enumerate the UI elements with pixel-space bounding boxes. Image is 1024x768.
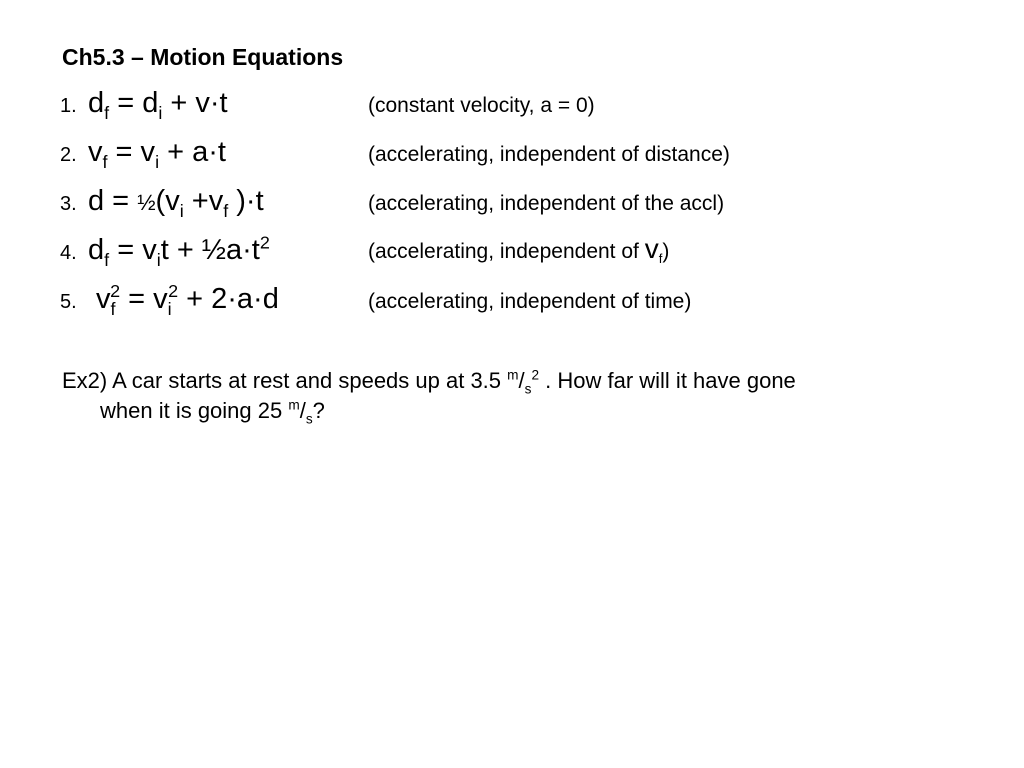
equation-row-5: [60, 280, 960, 320]
equation-number: 3.: [60, 193, 77, 215]
equation-row-1: [60, 84, 960, 124]
equation-note: (accelerating, independent of the accl): [368, 192, 725, 215]
equation-note: (accelerating, independent of time): [368, 290, 692, 313]
equation-formula: $d = \frac{1}{2}(v_i +v_f$ )·t: [88, 185, 264, 221]
equation-number: 4.: [60, 242, 77, 264]
equation-number: 1.: [60, 95, 77, 117]
equation-row-2: [60, 133, 960, 173]
equation-number: 2.: [60, 144, 77, 166]
equation-note: (constant velocity, a = 0): [368, 94, 595, 117]
equation-note: (accelerating, independent of distance): [368, 143, 730, 166]
equation-formula: $d_f = d_i + v\cdot t$: [88, 87, 228, 123]
unit-m-per-s: $^m/_s$: [288, 397, 313, 427]
unit-m-per-s2: $^m/_s^2$: [507, 367, 540, 397]
equation-row-4: [60, 231, 960, 271]
equation-formula: $d_f = v_it$ + $\frac{1}{2}a\cdot t^2$: [88, 232, 270, 270]
example-problem: Ex2) A car starts at rest and speeds up at 3.5 $^m/_s^2$ . How far will it have gone when it is going 25 $^m/_s$?: [62, 367, 796, 427]
equation-formula: $v_f = v_i + a\cdot t$: [88, 136, 226, 172]
equation-note: (accelerating, independent of $v_f$): [368, 233, 670, 267]
slide-title: Ch5.3 – Motion Equations: [62, 44, 344, 70]
equation-formula: $v_f^2 = v_i^2 + 2\cdot a\cdot d$: [96, 281, 279, 319]
equation-row-3: [60, 182, 960, 222]
equation-number: 5.: [60, 291, 77, 313]
